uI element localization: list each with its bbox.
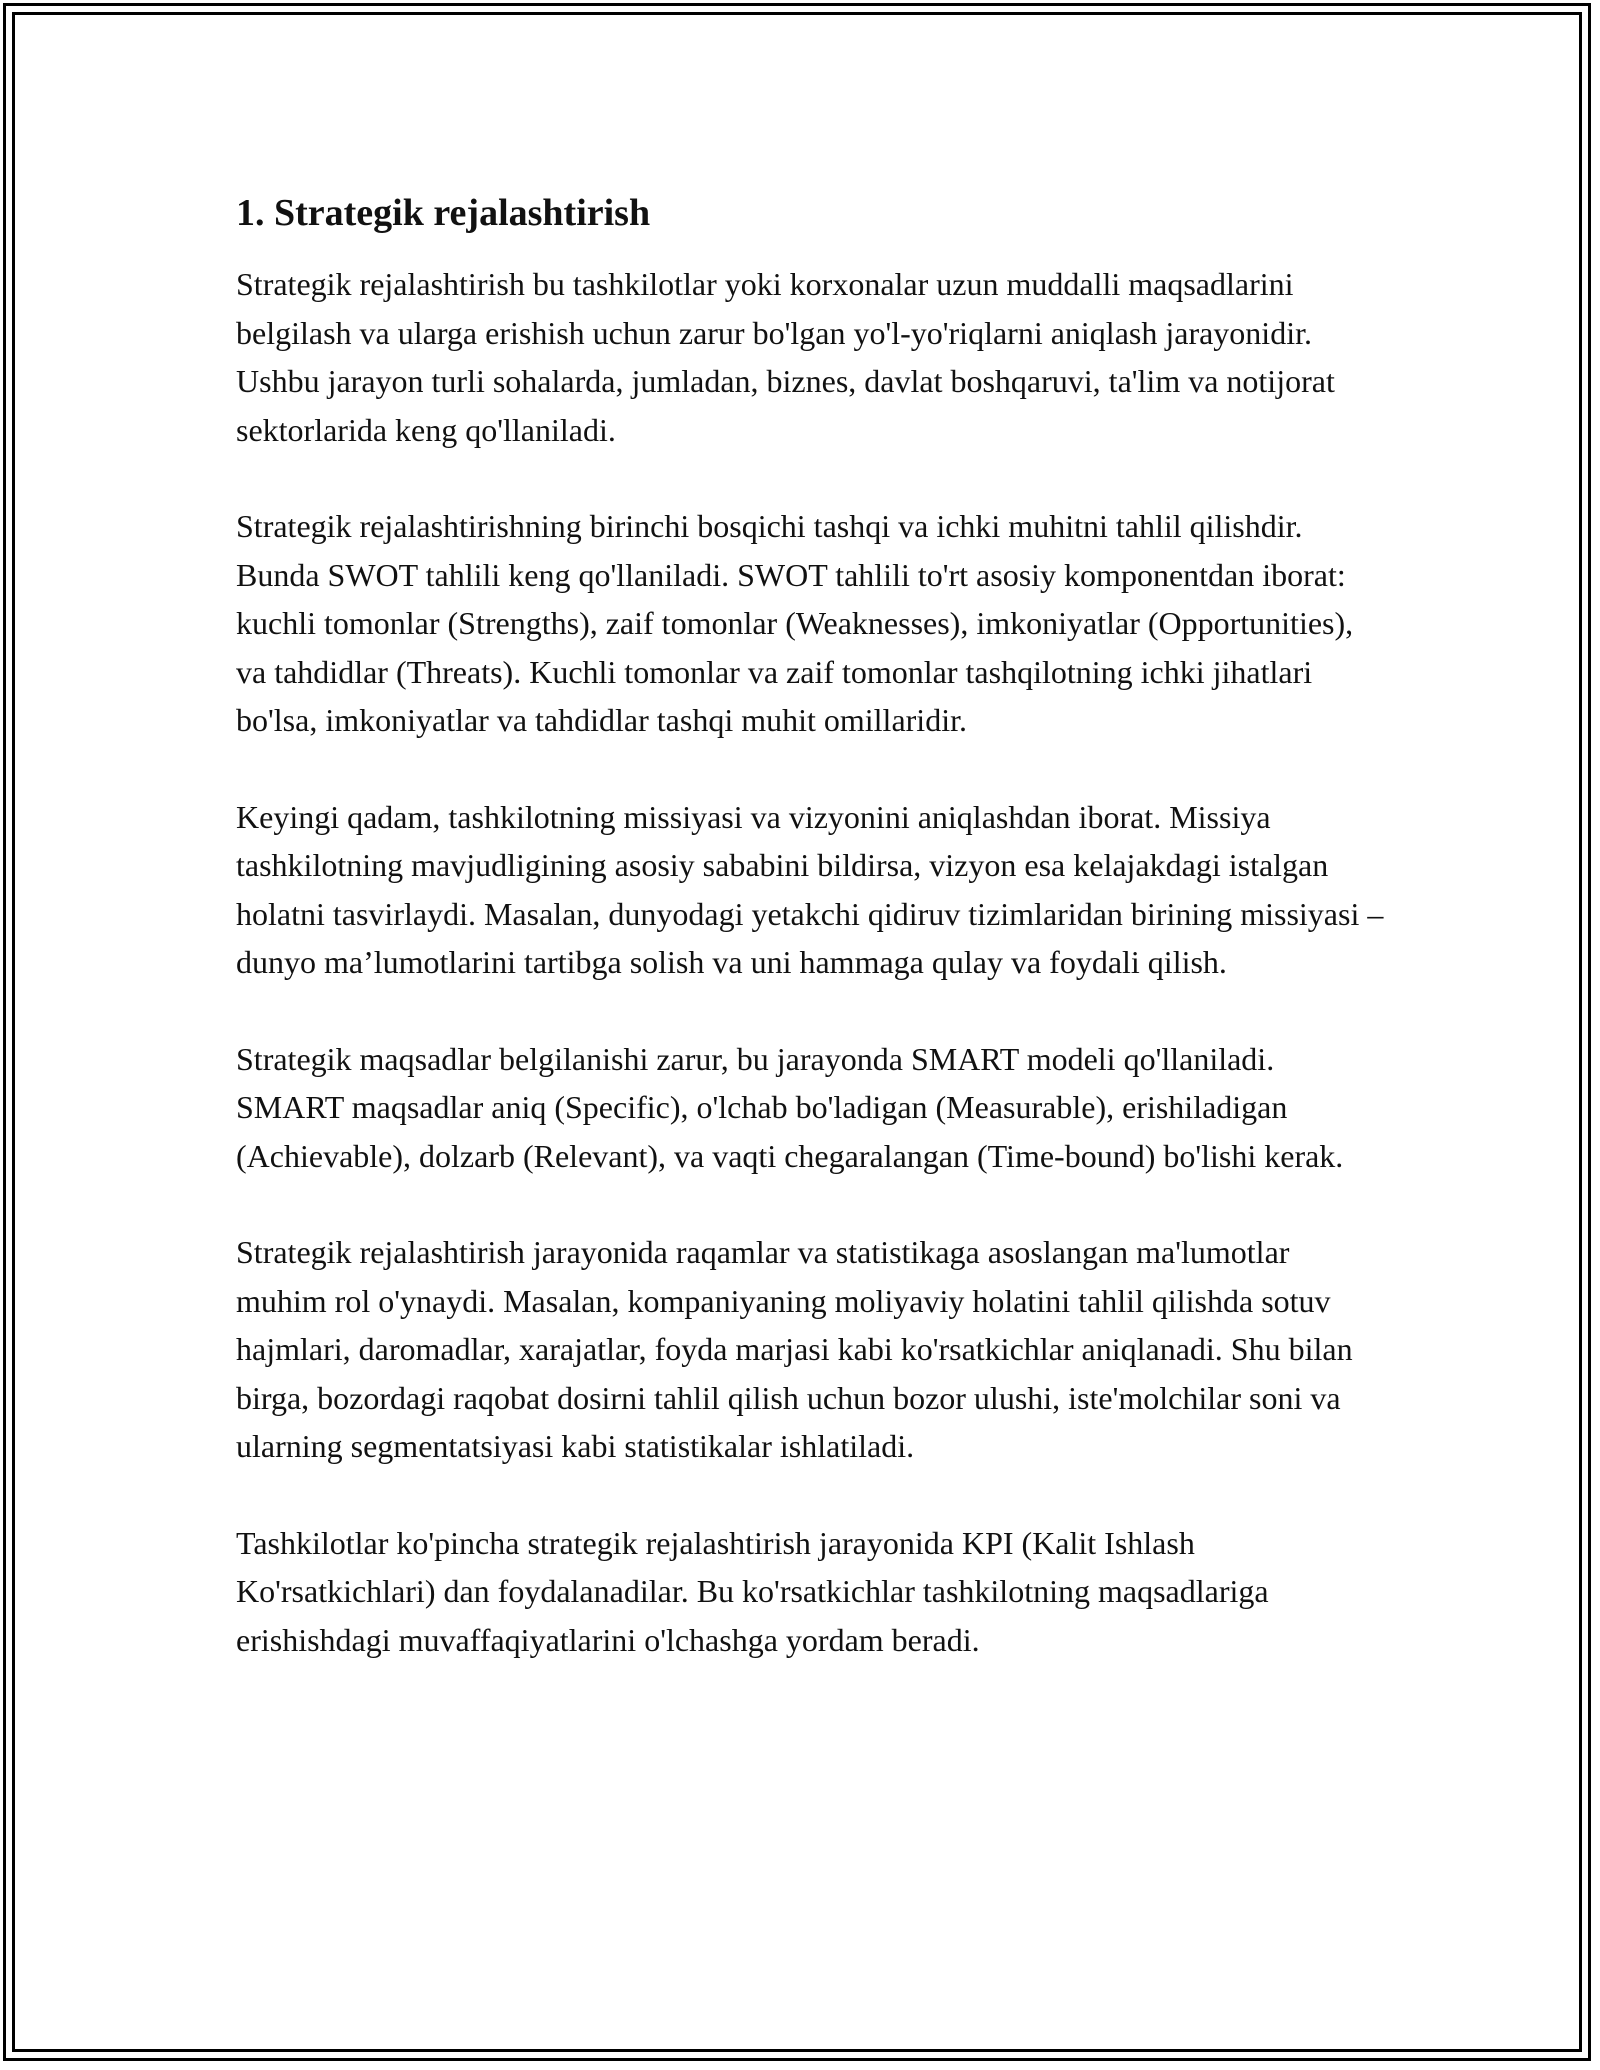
document-body [236,188,1386,1712]
paragraph-2: Strategik rejalashtirishning birinchi bosqichi tashqi va ichki muhitni tahlil qilishdir. Bunda SWOT tahlili keng qo'llaniladi. SWOT tahlili to'rt asosiy komponentdan iborat: kuchli tomonlar (Strengths), zaif tomonlar (Weaknesses), imkoniyatlar (Opportunities), va tahdidlar (Threats). Kuchli tomonlar va zaif tomonlar tashqilotning ichki jihatlari bo'lsa, imkoniyatlar va tahdidlar tashqi muhit omillaridir. [236,508,1354,738]
paragraph-5: Strategik rejalashtirish jarayonida raqamlar va statistikaga asoslangan ma'lumotlar muhim rol o'ynaydi. Masalan, kompaniyaning moliyaviy holatini tahlil qilishda sotuv hajmlari, daromadlar, xarajatlar, foyda marjasi kabi ko'rsatkichlar aniqlanadi. Shu bilan birga, bozordagi raqobat dosirni tahlil qilish uchun bozor ulushi, iste'molchilar soni va ularning segmentatsiyasi kabi statistikalar ishlatiladi. [236,1234,1353,1464]
paragraph-4: Strategik maqsadlar belgilanishi zarur, bu jarayonda SMART modeli qo'llaniladi. SMART maqsadlar aniq (Specific), o'lchab bo'ladigan (Measurable), erishiladigan (Achievable), dolzarb (Relevant), va vaqti chegaralangan (Time-bound) bo'lishi kerak. [236,1040,1344,1174]
paragraph-1: Strategik rejalashtirish bu tashkilotlar yoki korxonalar uzun muddalli maqsadlarini belgilash va ularga erishish uchun zarur bo'lgan yo'l-yo'riqlarni aniqlash jarayonidir. Ushbu jarayon turli sohalarda, jumladan, biznes, davlat boshqaruvi, ta'lim va notijorat sektorlarida keng qo'llaniladi. [236,266,1335,448]
paragraph-6: Tashkilotlar ko'pincha strategik rejalashtirish jarayonida KPI (Kalit Ishlash Ko'rsatkichlari) dan foydalanadilar. Bu ko'rsatkichlar tashkilotning maqsadlariga erishishdagi muvaffaqiyatlarini o'lchashga yordam beradi. [236,1524,1269,1658]
section-heading: 1. Strategik rejalashtirish [236,192,651,234]
paragraph-3: Keyingi qadam, tashkilotning missiyasi va vizyonini aniqlashdan iborat. Missiya tashkilotning mavjudligining asosiy sababini bildirsa, vizyon esa kelajakdagi istalgan holatni tasvirlaydi. Masalan, dunyodagi yetakchi qidiruv tizimlaridan birining missiyasi – dunyo ma’lumotlarini tartibga solish va uni hammaga qulay va foydali qilish. [236,798,1384,980]
